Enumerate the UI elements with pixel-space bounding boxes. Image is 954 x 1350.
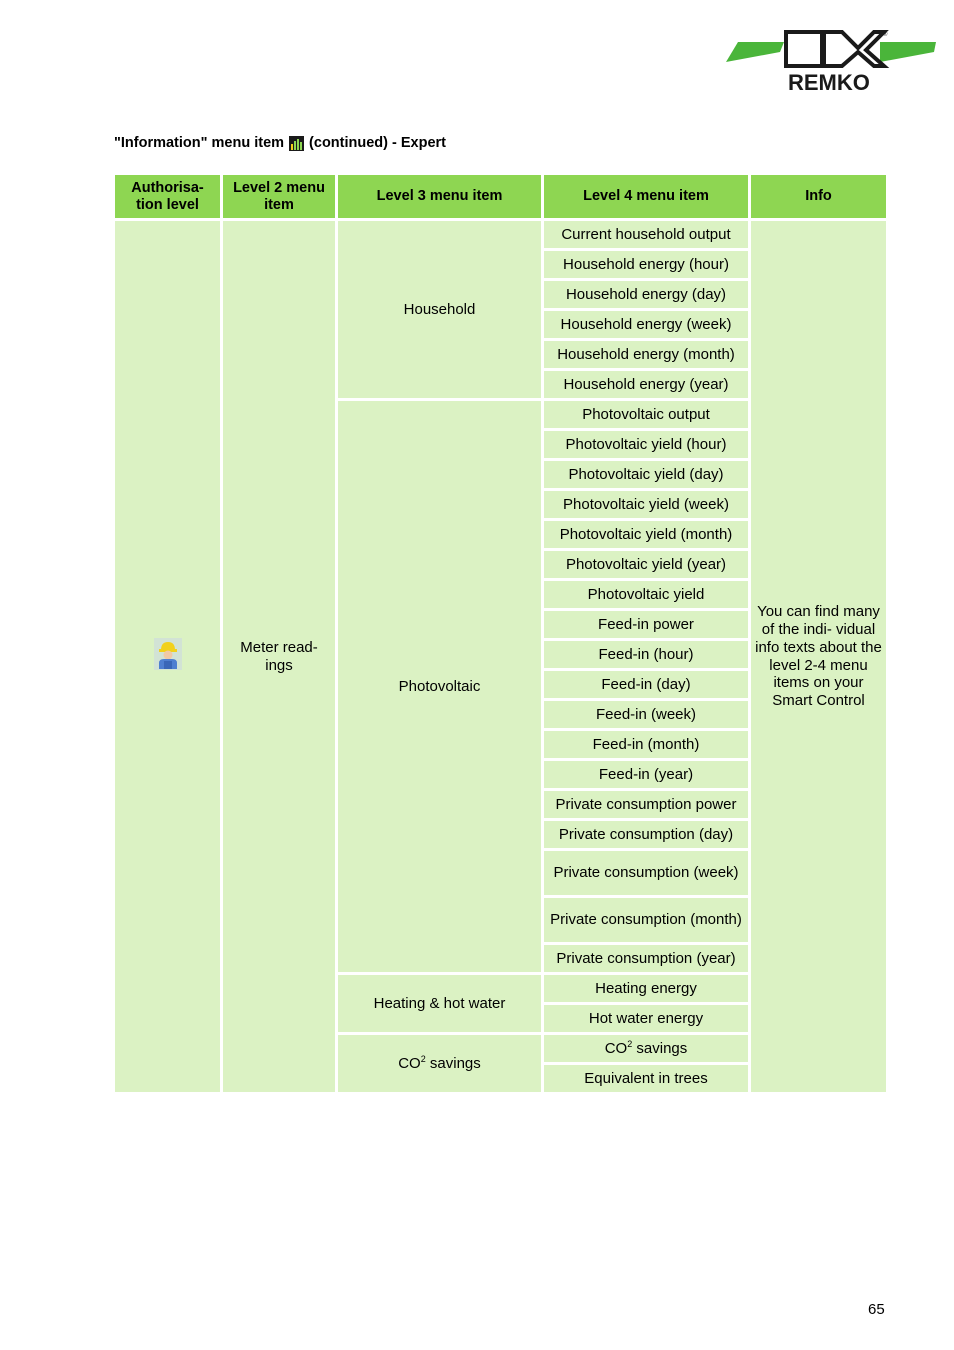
level3-household: Household (338, 221, 541, 398)
level4-item: Heating energy (544, 975, 748, 1002)
co2-label-main: CO (398, 1054, 421, 1072)
level4-item: Feed-in (day) (544, 671, 748, 698)
header-level2: Level 2 menu item (223, 175, 335, 218)
table-row (115, 221, 886, 248)
heading-prefix: "Information" menu item (114, 135, 285, 151)
level4-item: Photovoltaic yield (week) (544, 491, 748, 518)
remko-logo (724, 28, 938, 94)
level3-heating: Heating & hot water (338, 975, 541, 1032)
level4-item: Photovoltaic yield (hour) (544, 431, 748, 458)
co2-label-sup: 2 (420, 1053, 426, 1064)
menu-table (112, 172, 889, 1095)
co2-item-rest: savings (632, 1039, 688, 1057)
level4-item: Private consumption (week) (544, 851, 748, 895)
svg-text:®: ® (883, 32, 888, 38)
level4-item (544, 1035, 748, 1062)
co2-item-main: CO (604, 1039, 628, 1057)
level4-item: Photovoltaic output (544, 401, 748, 428)
level4-item: Feed-in (month) (544, 731, 748, 758)
co2-item-sup: 2 (627, 1038, 633, 1049)
level4-item: Current household output (544, 221, 748, 248)
level4-item: Feed-in power (544, 611, 748, 638)
expert-user-icon (154, 638, 182, 670)
level4-item: Household energy (hour) (544, 251, 748, 278)
level4-item: Photovoltaic yield (month) (544, 521, 748, 548)
level4-item: Private consumption power (544, 791, 748, 818)
level3-co2-savings (338, 1035, 541, 1092)
header-level4: Level 4 menu item (544, 175, 748, 218)
level4-item: Feed-in (year) (544, 761, 748, 788)
header-level3: Level 3 menu item (338, 175, 541, 218)
information-bar-chart-icon (289, 136, 304, 151)
section-heading (114, 135, 446, 151)
heading-suffix: (continued) - Expert (309, 135, 446, 151)
table-header-row (115, 175, 886, 218)
level4-item: Equivalent in trees (544, 1065, 748, 1092)
level4-item: Household energy (year) (544, 371, 748, 398)
level4-item: Household energy (week) (544, 311, 748, 338)
co2-label-rest: savings (425, 1054, 481, 1072)
level4-item: Hot water energy (544, 1005, 748, 1032)
level4-item: Private consumption (month) (544, 898, 748, 942)
level4-item: Photovoltaic yield (day) (544, 461, 748, 488)
level4-item: Private consumption (day) (544, 821, 748, 848)
level4-item: Household energy (month) (544, 341, 748, 368)
level3-photovoltaic: Photovoltaic (338, 401, 541, 972)
level4-item: Feed-in (hour) (544, 641, 748, 668)
info-cell: You can find many of the indi- vidual info texts about the level 2-4 menu items on your Smart Control (751, 221, 886, 1092)
header-auth-level: Authorisa- tion level (115, 175, 220, 218)
level4-item: Private consumption (year) (544, 945, 748, 972)
svg-text:REMKO: REMKO (788, 70, 870, 94)
page-number: 65 (868, 1301, 885, 1318)
level4-item: Household energy (day) (544, 281, 748, 308)
level2-cell: Meter read- ings (223, 221, 335, 1092)
level4-item: Photovoltaic yield (year) (544, 551, 748, 578)
header-info: Info (751, 175, 886, 218)
level4-item: Photovoltaic yield (544, 581, 748, 608)
level4-item: Feed-in (week) (544, 701, 748, 728)
auth-level-cell (115, 221, 220, 1092)
